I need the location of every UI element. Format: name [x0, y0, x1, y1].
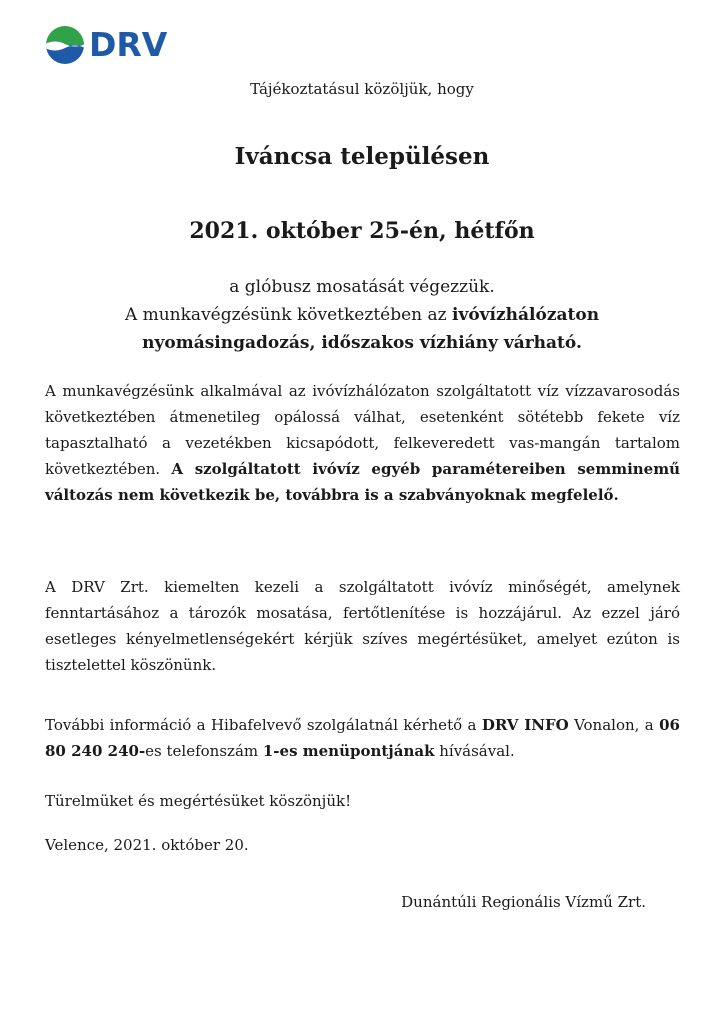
drv-globe-icon: [45, 25, 85, 65]
p3-menu: 1-es menüpontjának: [262, 742, 435, 760]
lead-line-3-bold: nyomásingadozás, időszakos vízhiány várható.: [142, 333, 582, 353]
notice-date: 2021. október 25-én, hétfőn: [189, 218, 535, 244]
signature: Dunántúli Regionális Vízmű Zrt.: [401, 893, 646, 911]
paragraph-quality-care: A DRV Zrt. kiemelten kezeli a szolgáltatott ivóvíz minőségét, amelynek fenntartásához a tározók mosatása, fertőtlenítése is hozzájárul. Az ezzel járó esetleges kényelmetlenségekért kérjük szíves megértésüket, amelyet ezúton is tisztelettel köszönünk.: [45, 578, 680, 674]
intro-text: Tájékoztatásul közöljük, hogy: [250, 80, 474, 98]
lead-block: [0, 273, 724, 357]
paragraph-info-line: [45, 712, 680, 764]
p3-drv-info: DRV INFO: [481, 716, 569, 734]
lead-line-2-bold: ivóvízhálózaton: [452, 305, 600, 325]
paragraph-water-quality: [45, 378, 680, 508]
p3-phone: 06 80 240 240-: [45, 716, 680, 760]
logo-text: DRV: [89, 25, 168, 64]
drv-logo: [45, 25, 167, 65]
paragraph-1-text: A munkavégzésünk alkalmával az ivóvízhálózaton szolgáltatott víz vízzavarosodás következtében átmenetileg opálossá válhat, esetenként sötétebb fekete víz tapasztalható a vezetékben kicsapódott, felkeveredett vas-mangán tartalom következtében.: [45, 382, 680, 478]
lead-line-2-text: A munkavégzésünk következtében az: [124, 305, 452, 325]
paragraph-1-bold: A szolgáltatott ivóvíz egyéb paramétereiben semminemű változás nem következik be, továbbra is a szabványoknak megfelelő.: [45, 460, 680, 504]
notice-title: Iváncsa településen: [234, 143, 490, 170]
p3-g: hívásával.: [434, 742, 515, 760]
p3-c: Vonalon, a: [568, 716, 660, 734]
p3-a: További információ a Hibafelvevő szolgálatnál kérhető a: [45, 716, 482, 734]
paragraph-thanks: Türelmüket és megértésüket köszönjük!: [45, 792, 352, 810]
lead-line-2: [0, 301, 724, 329]
p3-e: es telefonszám: [145, 742, 263, 760]
lead-line-1: a glóbusz mosatását végezzük.: [229, 277, 495, 297]
place-date: Velence, 2021. október 20.: [45, 836, 249, 854]
lead-line-3: [0, 329, 724, 357]
